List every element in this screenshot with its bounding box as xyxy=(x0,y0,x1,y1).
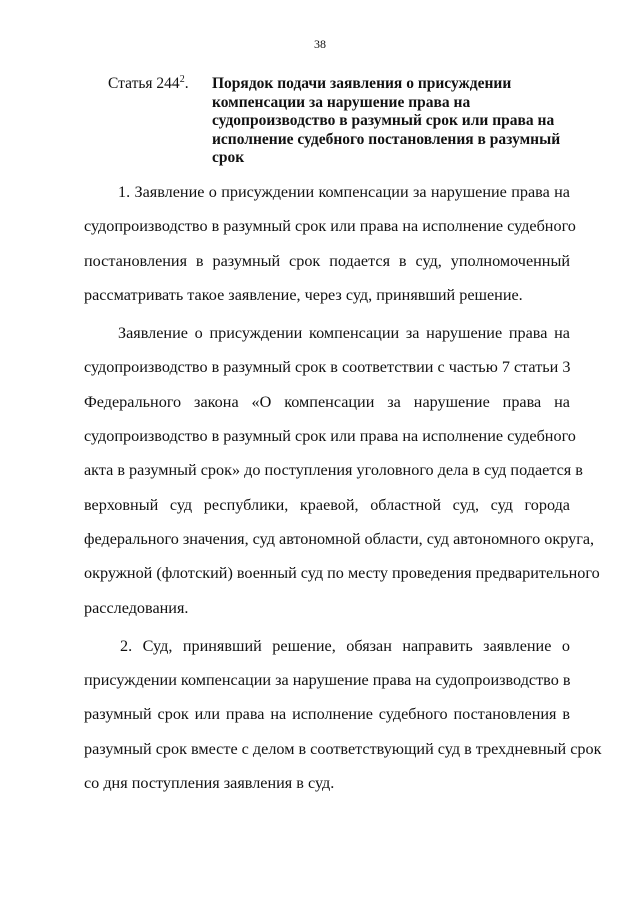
paragraph-2 xyxy=(84,316,600,625)
text-line: 2. Суд, принявший решение, обязан направить заявление о xyxy=(120,636,570,655)
text-line: акта в разумный срок» до поступления уголовного дела в суд подается в xyxy=(84,461,583,480)
text-line: верховный суд республики, краевой, областной суд, суд города xyxy=(84,495,570,514)
text-line: судопроизводство в разумный срок в соответствии с частью 7 статьи 3 xyxy=(84,358,571,377)
article-header xyxy=(108,75,570,168)
text-line: Заявление о присуждении компенсации за нарушение права на xyxy=(118,324,570,343)
text-line: расследования. xyxy=(84,598,189,617)
text-line: со дня поступления заявления в суд. xyxy=(84,774,335,793)
text-line: 1. Заявление о присуждении компенсации за нарушение права на xyxy=(118,183,570,201)
text-line: Федерального закона «О компенсации за нарушение права на xyxy=(84,392,570,411)
text-line: рассматривать такое заявление, через суд, принявший решение. xyxy=(84,285,523,304)
article-label: Статья $244^2$. xyxy=(108,73,189,92)
paragraph-3 xyxy=(84,629,602,800)
text-line: окружной (флотский) военный суд по месту проведения предварительного xyxy=(84,564,600,583)
text-line: федерального значения, суд автономной области, суд автономного округа, xyxy=(84,529,595,548)
text-line: судопроизводство в разумный срок или права на исполнение судебного xyxy=(84,427,576,446)
text-line: разумный срок или права на исполнение судебного постановления в xyxy=(84,705,570,724)
article-body xyxy=(84,175,602,800)
page-number: 38 xyxy=(314,37,326,51)
article-title: Порядок подачи заявления о присуждении компенсации за нарушение права на судопроизводство в разумный срок или права на исполнение судебного постановления в разумный срок xyxy=(212,75,561,166)
text-line: постановления в разумный срок подается в суд, уполномоченный xyxy=(84,251,570,270)
text-line: судопроизводство в разумный срок или права на исполнение судебного xyxy=(84,217,576,236)
paragraph-1 xyxy=(84,175,576,312)
text-line: присуждении компенсации за нарушение права на судопроизводство в xyxy=(84,671,571,690)
text-line: разумный срок вместе с делом в соответствующий суд в трехдневный срок xyxy=(84,739,602,758)
